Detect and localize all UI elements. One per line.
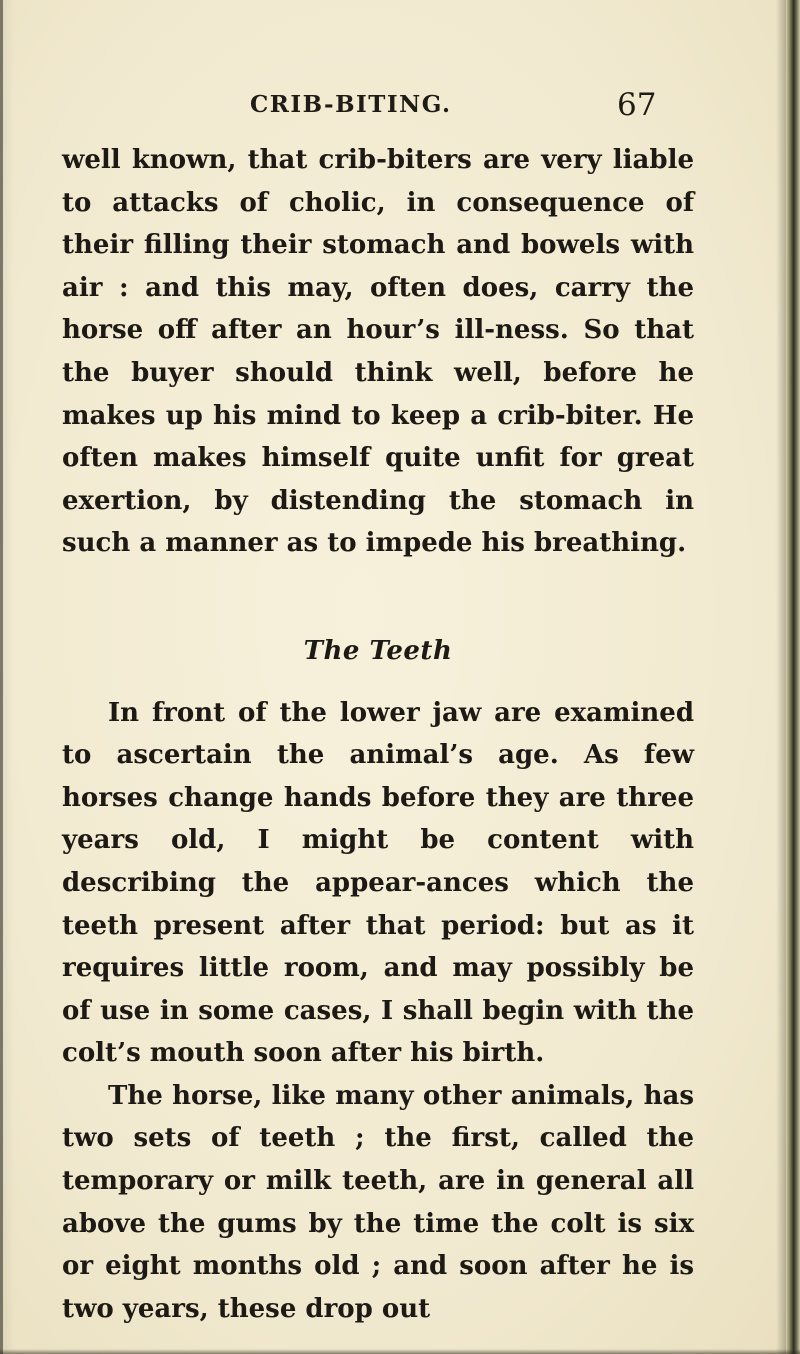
- section-heading: The Teeth: [303, 635, 453, 666]
- page-number: 67: [617, 87, 657, 123]
- bottom-page-edge: [0, 1349, 800, 1354]
- paragraph-lower-jaw: In front of the lower jaw are examined to ascertain the animal’s age. As few horses change hands before they are three years old, I might be content with describing the appear-ances which the teeth present after that period: but as it requires little room, and may possibly be of use in some cases, I shall begin with the colt’s mouth soon after his birth.: [62, 697, 694, 1069]
- page-header: [0, 87, 800, 137]
- running-title: CRIB-BITING.: [250, 91, 452, 118]
- right-page-edge: [786, 0, 800, 1354]
- body-text: [62, 139, 694, 1330]
- paragraph-two-sets: The horse, like many other animals, has two sets of teeth ; the first, called the temporary or milk teeth, are in general all above the gums by the time the colt is six or eight months old ; and soon after he is two years, these drop out: [62, 1080, 694, 1324]
- paragraph-crib-biting: well known, that crib-biters are very liable to attacks of cholic, in consequence of their filling their stomach and bowels with air : and this may, often does, carry the horse off after an hour’s ill-ness. So that the buyer should think well, before he makes up his mind to keep a crib-biter. He often makes himself quite unfit for great exertion, by distending the stomach in such a manner as to impede his breathing.: [62, 145, 694, 559]
- right-page-shadow: [776, 0, 786, 1354]
- left-page-edge: [0, 0, 3, 1354]
